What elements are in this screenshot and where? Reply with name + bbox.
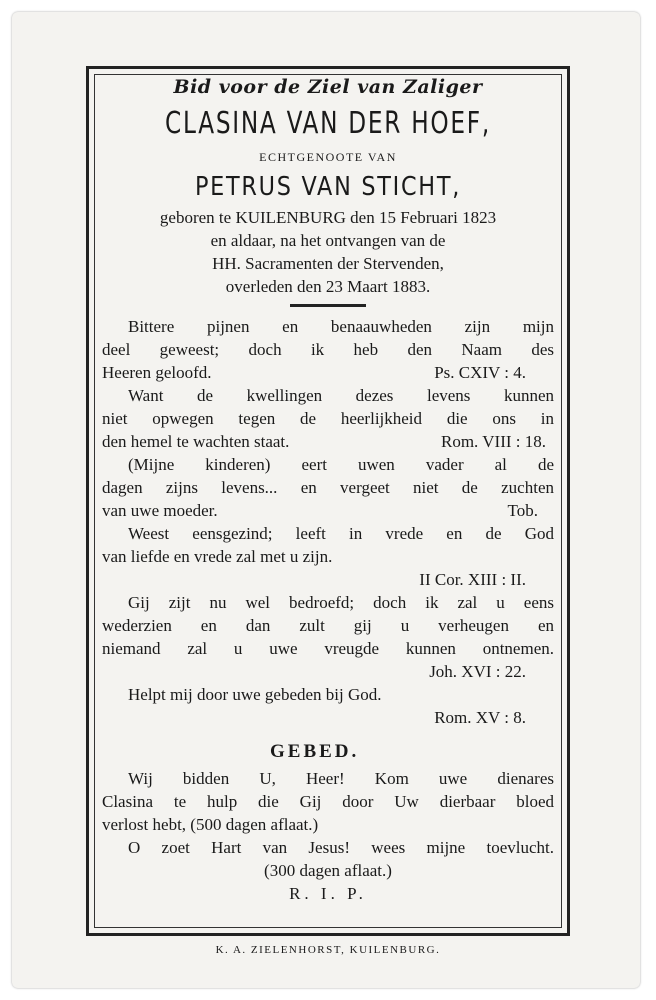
- verse-line: niet opwegen tegen de heerlijkheid die ons in: [102, 409, 554, 428]
- scripture-reference: II Cor. XIII : II.: [419, 570, 526, 589]
- card-content: [102, 72, 554, 905]
- verse-line: [102, 430, 554, 453]
- prayer-heading: GEBED.: [270, 741, 360, 762]
- verse-line: niemand zal u uwe vreugde kunnen ontnemen.: [102, 639, 554, 658]
- bio-line: geboren te KUILENBURG den 15 Februari 1823: [159, 208, 497, 227]
- scripture-reference: Tob.: [507, 501, 538, 520]
- verse-text: van uwe moeder.: [102, 501, 218, 520]
- verse-text: Heeren geloofd.: [102, 363, 212, 382]
- prayer-line: verlost hebt, (500 dagen aflaat.): [102, 815, 319, 834]
- deceased-name: CLASINA VAN DER HOEF,: [165, 106, 491, 141]
- verse-line: van liefde en vrede zal met u zijn.: [102, 547, 333, 566]
- verse-line: Bittere pijnen en benaauwheden zijn mijn: [128, 317, 554, 336]
- verse-line: Weest eensgezind; leeft in vrede en de God: [128, 524, 554, 543]
- prayer-line: (300 dagen aflaat.): [264, 861, 392, 880]
- verse-line: (Mijne kinderen) eert uwen vader al de: [128, 455, 554, 474]
- relation-label: ECHTGENOOTE VAN: [259, 150, 397, 164]
- bio-line: en aldaar, na het ontvangen van de: [210, 231, 446, 250]
- verse-line: Gij zijt nu wel bedroefd; doch ik zal u eens: [128, 593, 554, 612]
- verse-text: den hemel te wachten staat.: [102, 432, 290, 451]
- verse-line: Helpt mij door uwe gebeden bij God.: [128, 685, 382, 704]
- scripture-reference: Rom. XV : 8.: [434, 708, 526, 727]
- prayer-line: Clasina te hulp die Gij door Uw dierbaar bloed: [102, 792, 554, 811]
- verse-line: Want de kwellingen dezes levens kunnen: [128, 386, 554, 405]
- verse-line: [102, 499, 554, 522]
- divider-rule: [290, 304, 366, 307]
- printer-imprint: K. A. ZIELENHORST, KUILENBURG.: [215, 944, 441, 956]
- verse-line: [102, 361, 554, 384]
- rip-closing: R. I. P.: [289, 884, 367, 903]
- scripture-reference: Ps. CXIV : 4.: [434, 363, 526, 382]
- verse-line: deel geweest; doch ik heb den Naam des: [102, 340, 554, 359]
- invocation-heading: Bid voor de Ziel van Zaliger: [173, 76, 483, 98]
- verse-line: dagen zijns levens... en vergeet niet de zuchten: [102, 478, 554, 497]
- verse-line: wederzien en dan zult gij u verheugen en: [102, 616, 554, 635]
- spouse-name: PETRUS VAN STICHT,: [194, 172, 462, 202]
- scripture-reference: Joh. XVI : 22.: [429, 662, 526, 681]
- prayer-line: O zoet Hart van Jesus! wees mijne toevlucht.: [128, 838, 554, 857]
- bio-line: overleden den 23 Maart 1883.: [225, 277, 431, 296]
- scripture-reference: Rom. VIII : 18.: [441, 432, 546, 451]
- prayer-line: Wij bidden U, Heer! Kom uwe dienares: [128, 769, 554, 788]
- bio-line: HH. Sacramenten der Stervenden,: [212, 254, 444, 273]
